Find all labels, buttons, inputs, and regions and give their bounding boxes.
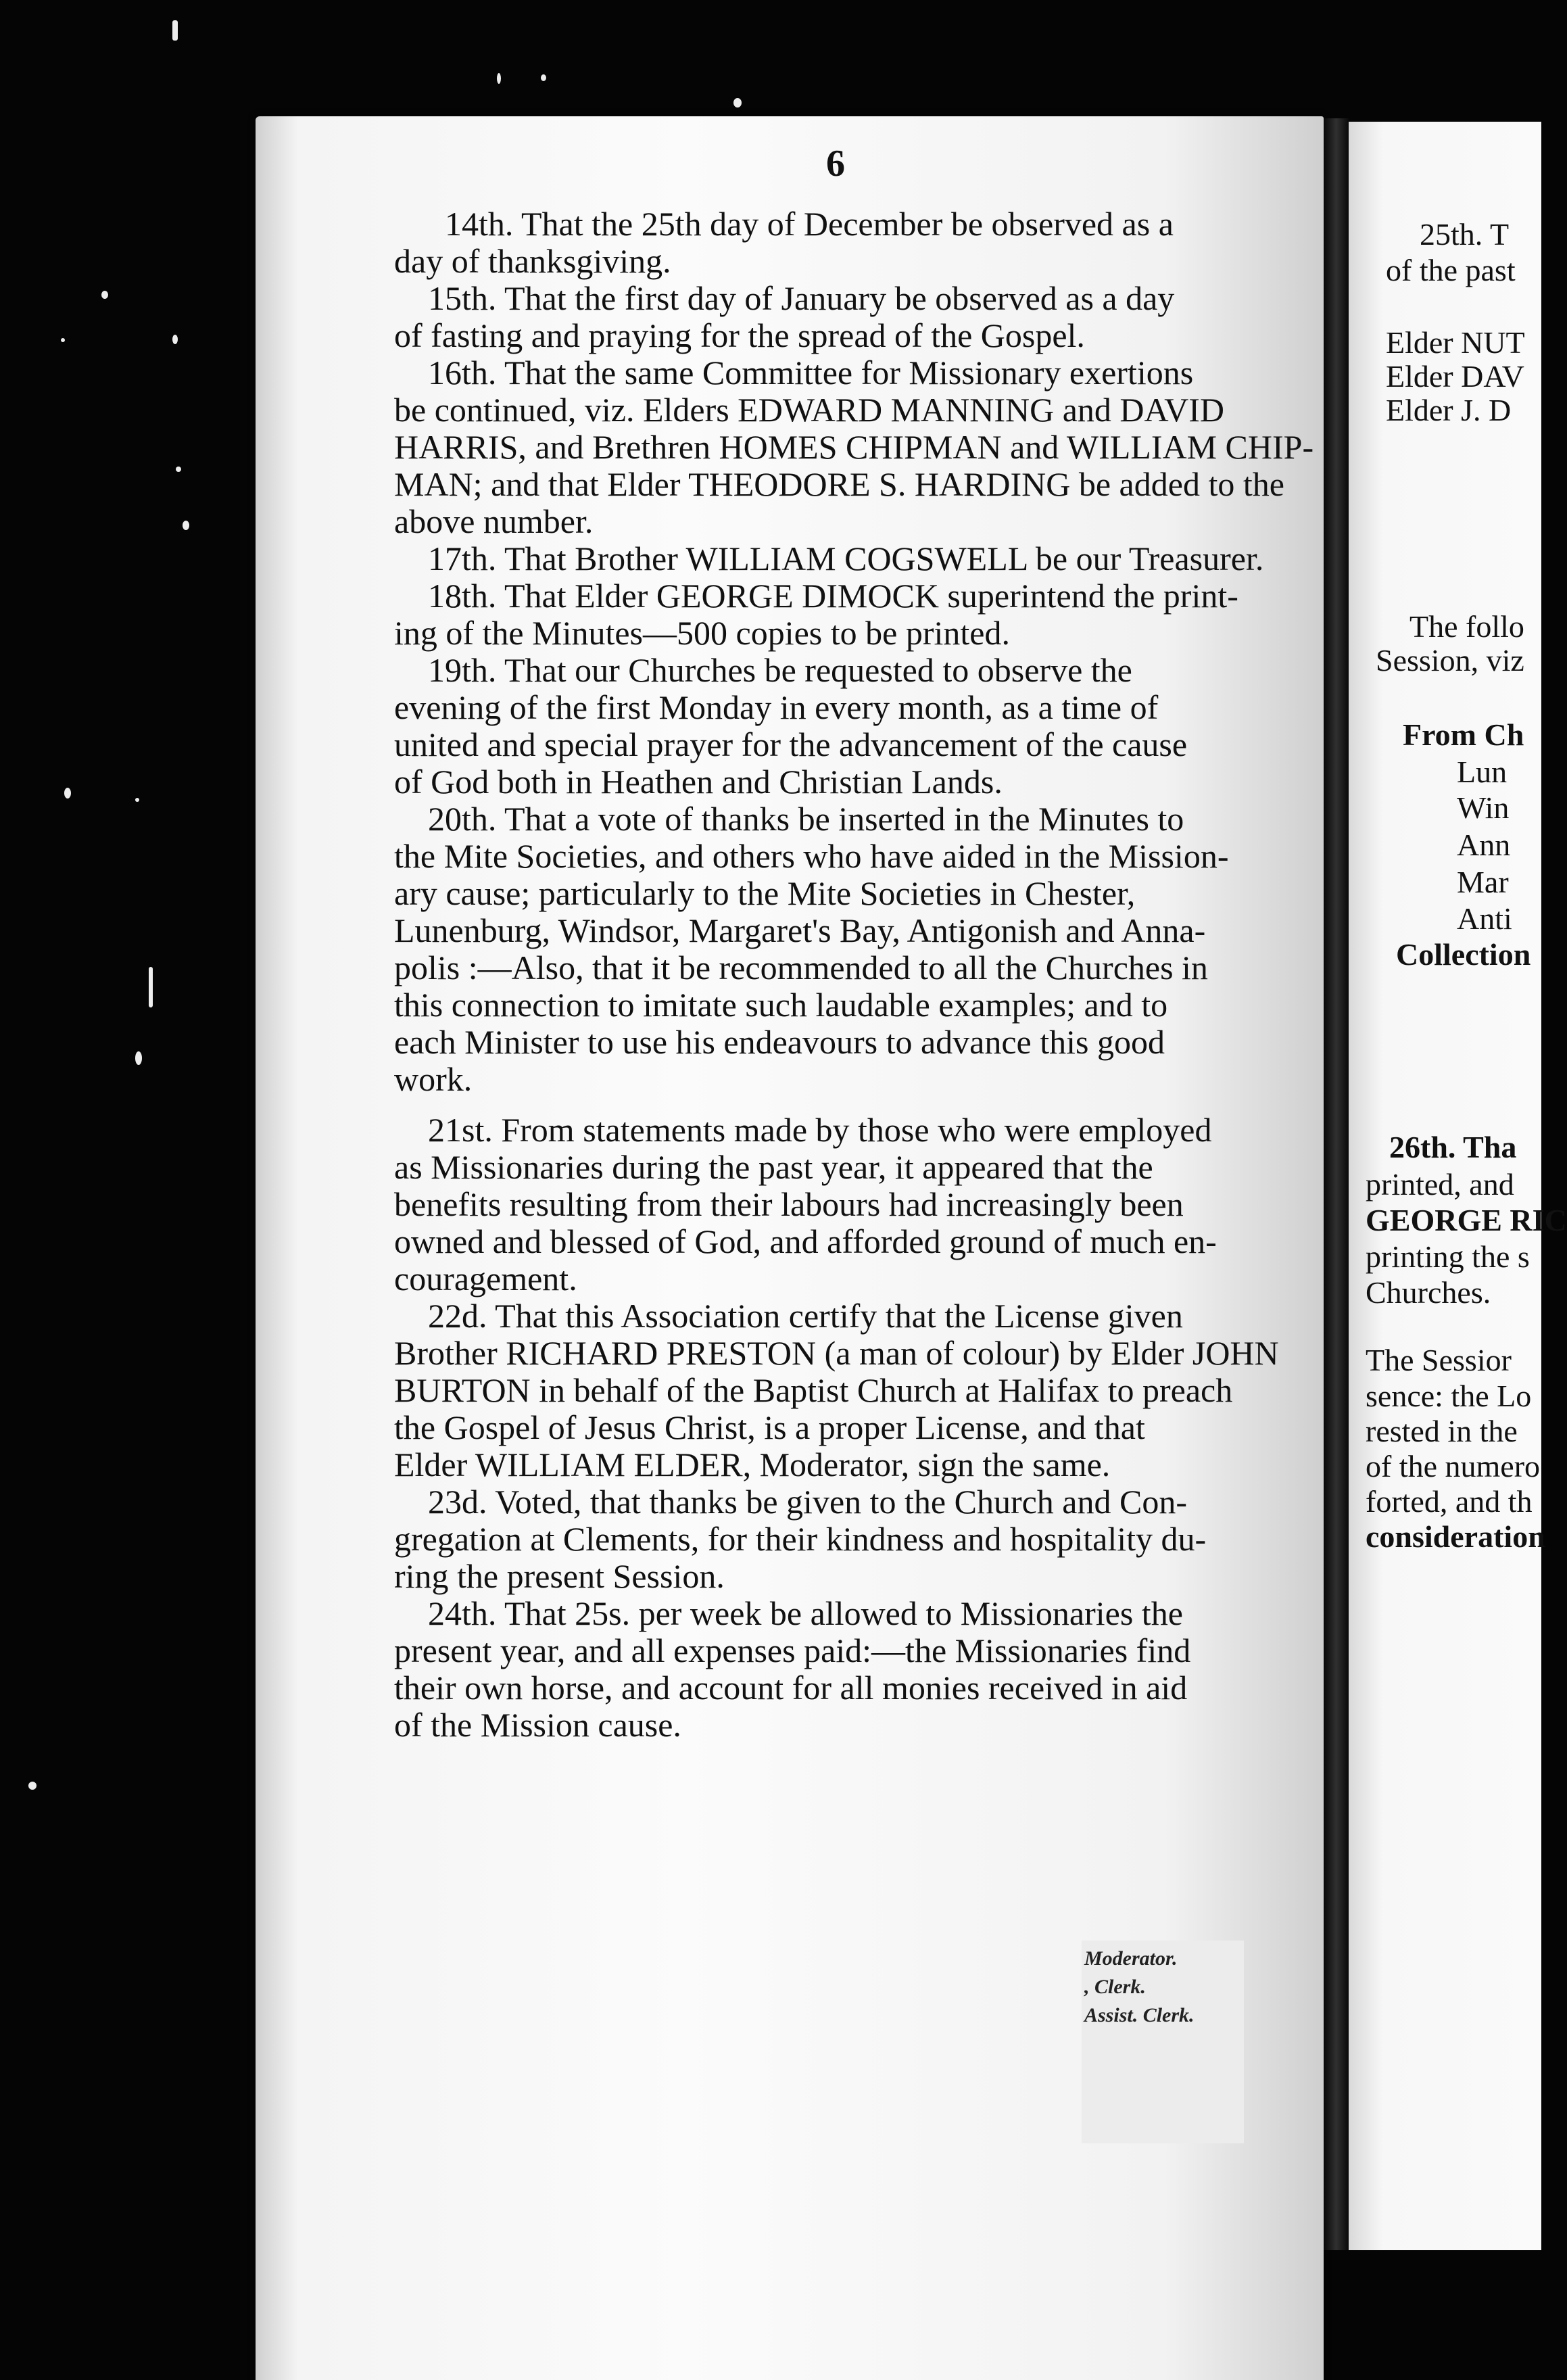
fragment-line: Lun: [1457, 755, 1508, 789]
text-line: each Minister to use his endeavours to advance this good: [394, 1023, 1165, 1061]
fragment-line: printing the s: [1366, 1239, 1530, 1274]
text-line: 19th. That our Churches be requested to observe the: [428, 651, 1132, 689]
text-line: 22d. That this Association certify that the License given: [428, 1297, 1183, 1335]
text-line: their own horse, and account for all monies received in aid: [394, 1669, 1188, 1707]
text-line: MAN; and that Elder THEODORE S. HARDING be added to the: [394, 465, 1284, 503]
text-line: 24th. That 25s. per week be allowed to Missionaries the: [428, 1594, 1183, 1632]
text-line: present year, and all expenses paid:—the Missionaries find: [394, 1632, 1191, 1669]
fragment-line: Mar: [1457, 865, 1509, 899]
fragment-line: Win: [1457, 790, 1510, 825]
text-line: of the Mission cause.: [394, 1706, 681, 1744]
fragment-line: forted, and th: [1366, 1484, 1533, 1519]
fragment-line: Elder J. D: [1386, 393, 1512, 427]
fragment-line: of the past: [1386, 253, 1516, 287]
text-line: evening of the first Monday in every month, as a time of: [394, 688, 1159, 726]
fragment-line: printed, and: [1366, 1167, 1514, 1201]
text-line: day of thanksgiving.: [394, 242, 671, 280]
text-line: work.: [394, 1060, 473, 1098]
text-line: the Mite Societies, and others who have aided in the Mission-: [394, 837, 1229, 875]
text-line: as Missionaries during the past year, it appeared that the: [394, 1148, 1153, 1186]
scan-speck: [101, 291, 108, 299]
scan-speck: [176, 467, 181, 472]
fragment-line: From Ch: [1403, 717, 1524, 752]
text-line: Brother RICHARD PRESTON (a man of colour) by Elder JOHN: [394, 1334, 1279, 1372]
text-line: polis :—Also, that it be recommended to all the Churches in: [394, 949, 1208, 986]
fragment-line: consideration: [1366, 1519, 1545, 1554]
text-line: be continued, viz. Elders EDWARD MANNING and DAVID: [394, 391, 1225, 429]
fragment-line: 25th. T: [1420, 217, 1510, 252]
stub-line: , Clerk.: [1084, 1976, 1146, 1998]
text-line: 17th. That Brother WILLIAM COGSWELL be our Treasurer.: [428, 540, 1264, 577]
text-line: 16th. That the same Committee for Missionary exertions: [428, 354, 1194, 391]
fragment-line: of the numero: [1366, 1449, 1541, 1483]
text-line: ing of the Minutes—500 copies to be printed.: [394, 614, 1010, 652]
fragment-line: Elder NUT: [1386, 325, 1525, 360]
text-line: Elder WILLIAM ELDER, Moderator, sign the same.: [394, 1446, 1111, 1483]
scan-speck: [733, 98, 742, 108]
page-number: 6: [826, 143, 845, 185]
text-line: 14th. That the 25th day of December be observed as a: [445, 205, 1174, 243]
scan-speck: [149, 967, 153, 1007]
scan-speck: [172, 335, 178, 344]
text-line: ary cause; particularly to the Mite Societies in Chester,: [394, 874, 1136, 912]
fragment-line: rested in the: [1366, 1414, 1518, 1448]
text-line: 15th. That the first day of January be observed as a day: [428, 279, 1175, 317]
text-line: 20th. That a vote of thanks be inserted in the Minutes to: [428, 800, 1184, 838]
text-line: gregation at Clements, for their kindness and hospitality du-: [394, 1520, 1207, 1558]
text-line: BURTON in behalf of the Baptist Church at Halifax to preach: [394, 1371, 1233, 1409]
stub-line: Assist. Clerk.: [1084, 2004, 1195, 2026]
scan-speck: [61, 338, 65, 342]
text-line: the Gospel of Jesus Christ, is a proper License, and that: [394, 1408, 1145, 1446]
scan-speck: [64, 788, 71, 799]
fragment-line: Elder DAV: [1386, 359, 1524, 394]
scan-speck: [28, 1782, 37, 1790]
text-line: of fasting and praying for the spread of the Gospel.: [394, 316, 1085, 354]
text-line: couragement.: [394, 1260, 577, 1298]
fragment-line: Ann: [1457, 828, 1511, 862]
stub-line: Moderator.: [1084, 1947, 1178, 1970]
text-line: this connection to imitate such laudable examples; and to: [394, 986, 1168, 1024]
fragment-line: The Sessior: [1366, 1343, 1512, 1377]
fragment-line: Churches.: [1366, 1275, 1491, 1310]
text-line: HARRIS, and Brethren HOMES CHIPMAN and WILLIAM CHIP-: [394, 428, 1314, 466]
text-line: owned and blessed of God, and afforded ground of much en-: [394, 1222, 1217, 1260]
scan-speck: [135, 798, 139, 802]
scan-speck: [172, 20, 178, 41]
right-page: [1349, 122, 1567, 2250]
fragment-line: Collection: [1396, 937, 1531, 972]
text-line: 18th. That Elder GEORGE DIMOCK superintend the print-: [428, 577, 1238, 615]
fragment-line: 26th. Tha: [1389, 1130, 1517, 1164]
scan-speck: [541, 74, 546, 81]
text-line: benefits resulting from their labours had increasingly been: [394, 1185, 1184, 1223]
text-line: Lunenburg, Windsor, Margaret's Bay, Antigonish and Anna-: [394, 911, 1206, 949]
scan-speck: [183, 521, 189, 530]
fragment-line: Session, viz: [1376, 643, 1524, 677]
text-line: 23d. Voted, that thanks be given to the Church and Con-: [428, 1483, 1187, 1521]
scan-speck: [135, 1051, 142, 1065]
underlying-page-stub: [1082, 1941, 1244, 2143]
fragment-line: Anti: [1457, 901, 1512, 936]
text-line: of God both in Heathen and Christian Lands.: [394, 763, 1003, 801]
text-line: 21st. From statements made by those who were employed: [428, 1111, 1212, 1149]
fragment-line: sence: the Lo: [1366, 1379, 1532, 1413]
book-gutter: [1324, 118, 1349, 2250]
text-line: united and special prayer for the advancement of the cause: [394, 725, 1188, 763]
text-line: ring the present Session.: [394, 1557, 725, 1595]
fragment-line: The follo: [1409, 609, 1524, 644]
fragment-line: GEORGE RIC: [1366, 1203, 1567, 1237]
text-line: above number.: [394, 502, 594, 540]
scan-speck: [497, 73, 501, 84]
